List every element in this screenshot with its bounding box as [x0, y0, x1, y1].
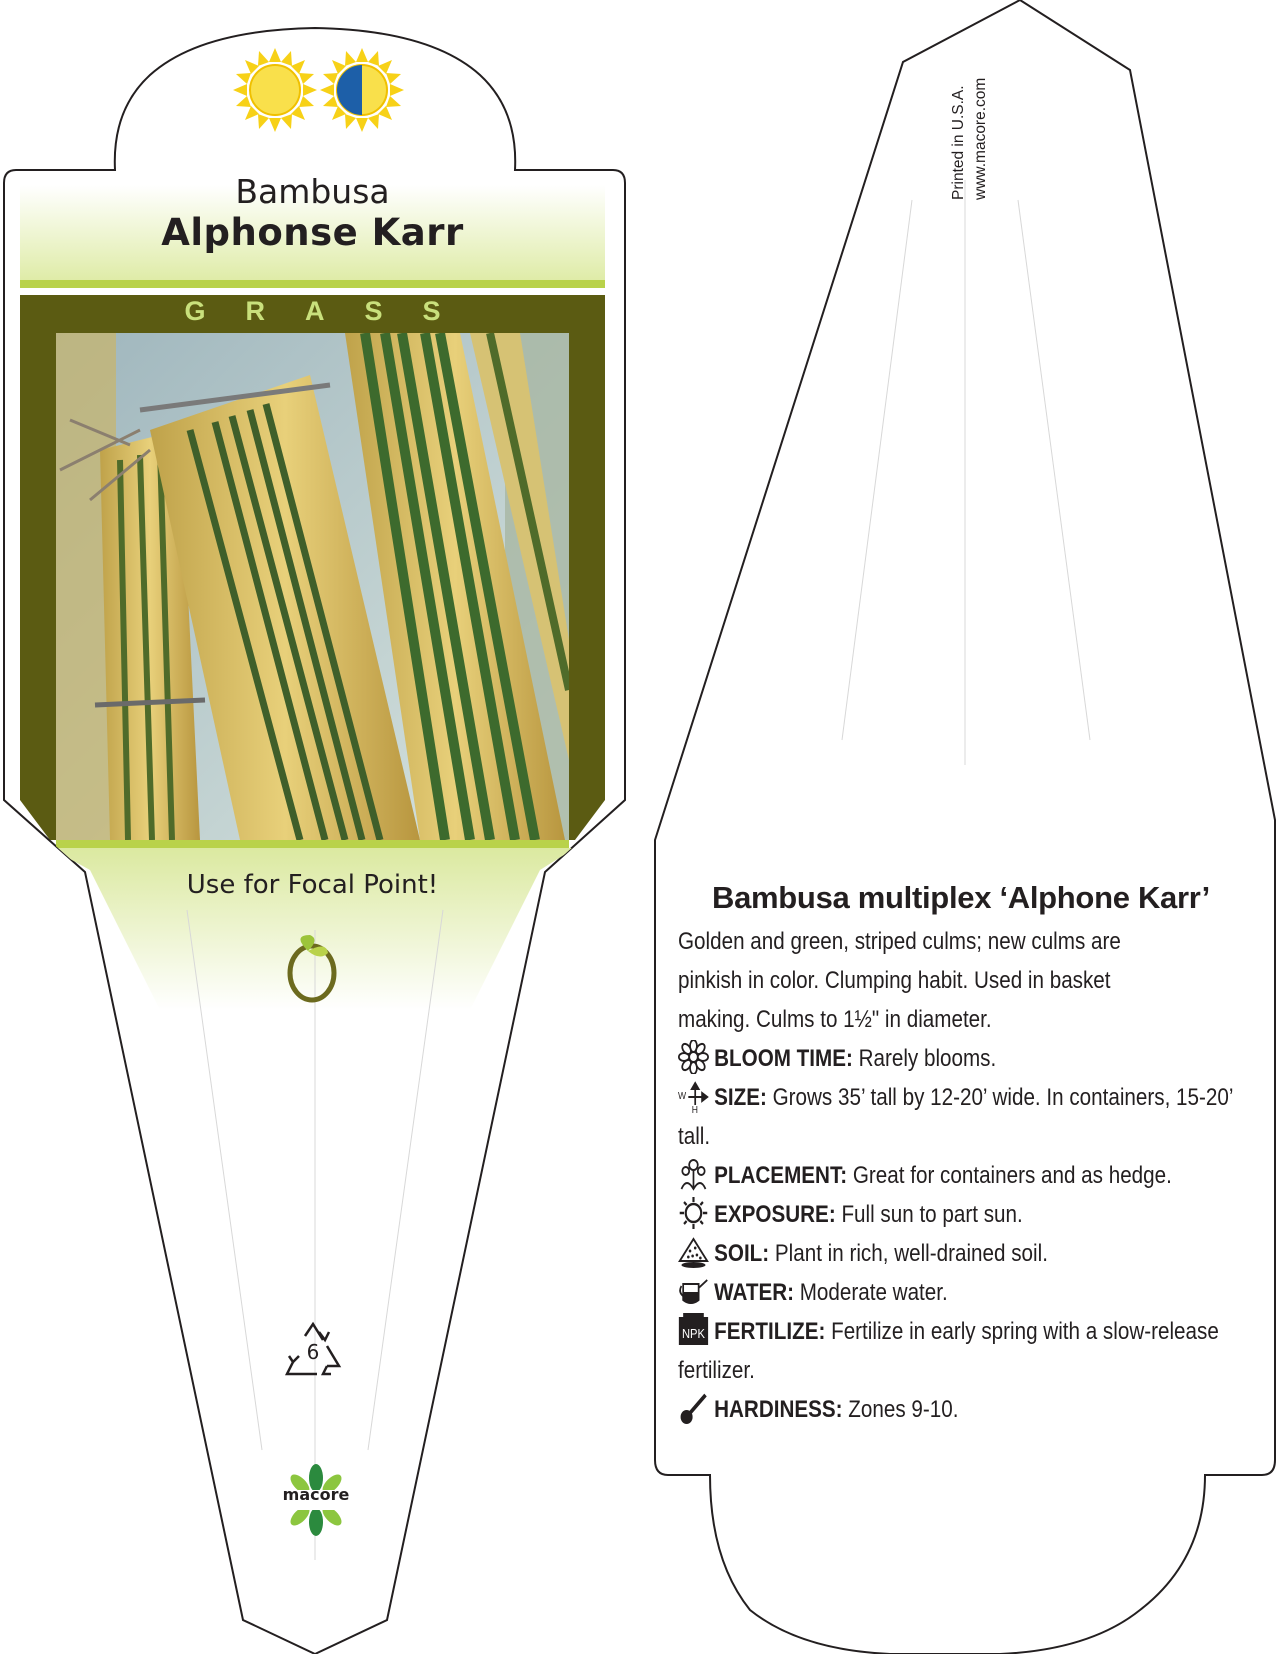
bamboo-photo: [56, 333, 569, 840]
description-text: Golden and green, striped culms; new culms are pinkish in color. Clumping habit. Used in basket making. Culms to 1½" in diameter.: [678, 928, 1121, 1033]
attr-placement: PLACEMENT: Great for containers and as hedge.: [678, 1156, 1246, 1195]
brand-logo-text: macore: [282, 1485, 350, 1504]
website: www.macore.com: [972, 77, 989, 200]
attr-exposure: EXPOSURE: Full sun to part sun.: [678, 1195, 1246, 1234]
cultivar-name: Alphonse Karr: [161, 211, 464, 254]
svg-text:W: W: [678, 1090, 687, 1102]
tagline: Use for Focal Point!: [186, 870, 439, 900]
watering-can-icon: [678, 1274, 709, 1308]
flower-icon: [678, 1040, 709, 1074]
npk-icon: [678, 1313, 709, 1347]
thermometer-icon: [678, 1391, 709, 1425]
sun-outline-icon: [678, 1196, 709, 1230]
attr-soil: SOIL: Plant in rich, well-drained soil.: [678, 1234, 1246, 1273]
placement-flowers-icon: [678, 1157, 709, 1191]
recycle-code: 6: [306, 1340, 320, 1364]
plant-description: [678, 880, 1248, 1429]
attr-fertilize: NPK FERTILIZE: Fertilize in early spring with a slow-release fertilizer.: [678, 1312, 1246, 1390]
printed-in: Printed in U.S.A.: [950, 85, 967, 200]
attr-water: WATER: Moderate water.: [678, 1273, 1246, 1312]
attr-size: W H SIZE: Grows 35’ tall by 12-20’ wide. In containers, 15-20’ tall.: [678, 1078, 1246, 1156]
category-label: GRASS: [184, 296, 481, 326]
print-info: [948, 40, 998, 200]
svg-text:NPK: NPK: [681, 1326, 705, 1342]
genus-name: Bambusa: [235, 172, 390, 211]
botanical-title: Bambusa multiplex ‘Alphone Karr’: [712, 880, 1210, 915]
attr-hardiness: HARDINESS: Zones 9-10.: [678, 1390, 1246, 1429]
size-arrows-icon: [678, 1079, 709, 1113]
attr-bloom: BLOOM TIME: Rarely blooms.: [678, 1039, 1246, 1078]
full-sun-icon: [233, 48, 317, 132]
soil-pile-icon: [678, 1235, 709, 1269]
svg-text:H: H: [691, 1104, 698, 1113]
part-sun-icon: [320, 48, 404, 132]
